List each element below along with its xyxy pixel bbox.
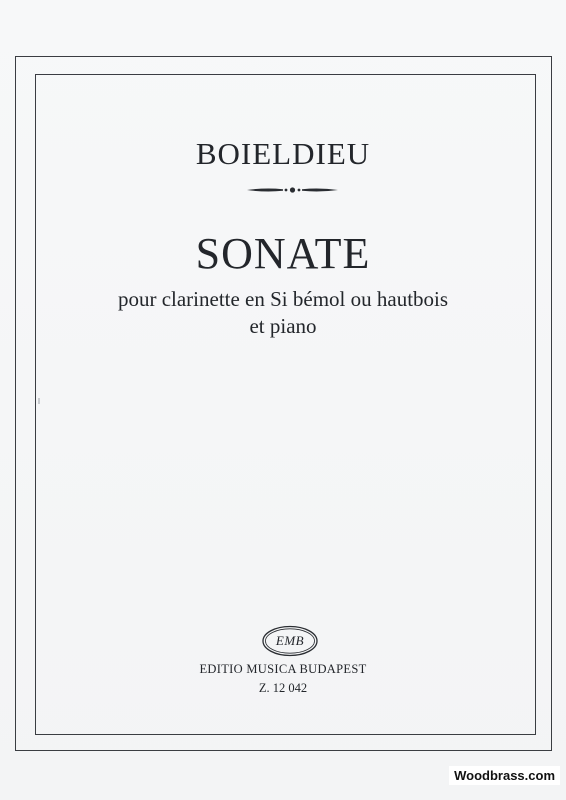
paper-mark [38, 398, 40, 404]
composer-name: BOIELDIEU [195, 136, 371, 171]
publisher-logo [260, 624, 320, 658]
subtitle-line-2: et piano [249, 314, 317, 338]
frame-bottom-outer-rule [15, 750, 551, 751]
publisher-logo-text: EMB [275, 633, 305, 648]
frame-bottom-inner-rule [35, 734, 535, 735]
ornament-divider-icon [245, 184, 340, 196]
catalog-number: Z. 12 042 [258, 681, 308, 695]
publisher-name: EDITIO MUSICA BUDAPEST [199, 662, 367, 676]
frame-top-outer-rule [15, 56, 551, 57]
instrumentation-subtitle [0, 286, 566, 340]
frame-top-inner-rule [35, 74, 535, 75]
work-title: SONATE [195, 229, 371, 278]
frame-right-inner-rule [535, 74, 536, 735]
frame-left-inner-rule [35, 74, 36, 735]
subtitle-line-1: pour clarinette en Si bémol ou hautbois [117, 287, 449, 311]
watermark-label: Woodbrass.com [449, 766, 560, 785]
